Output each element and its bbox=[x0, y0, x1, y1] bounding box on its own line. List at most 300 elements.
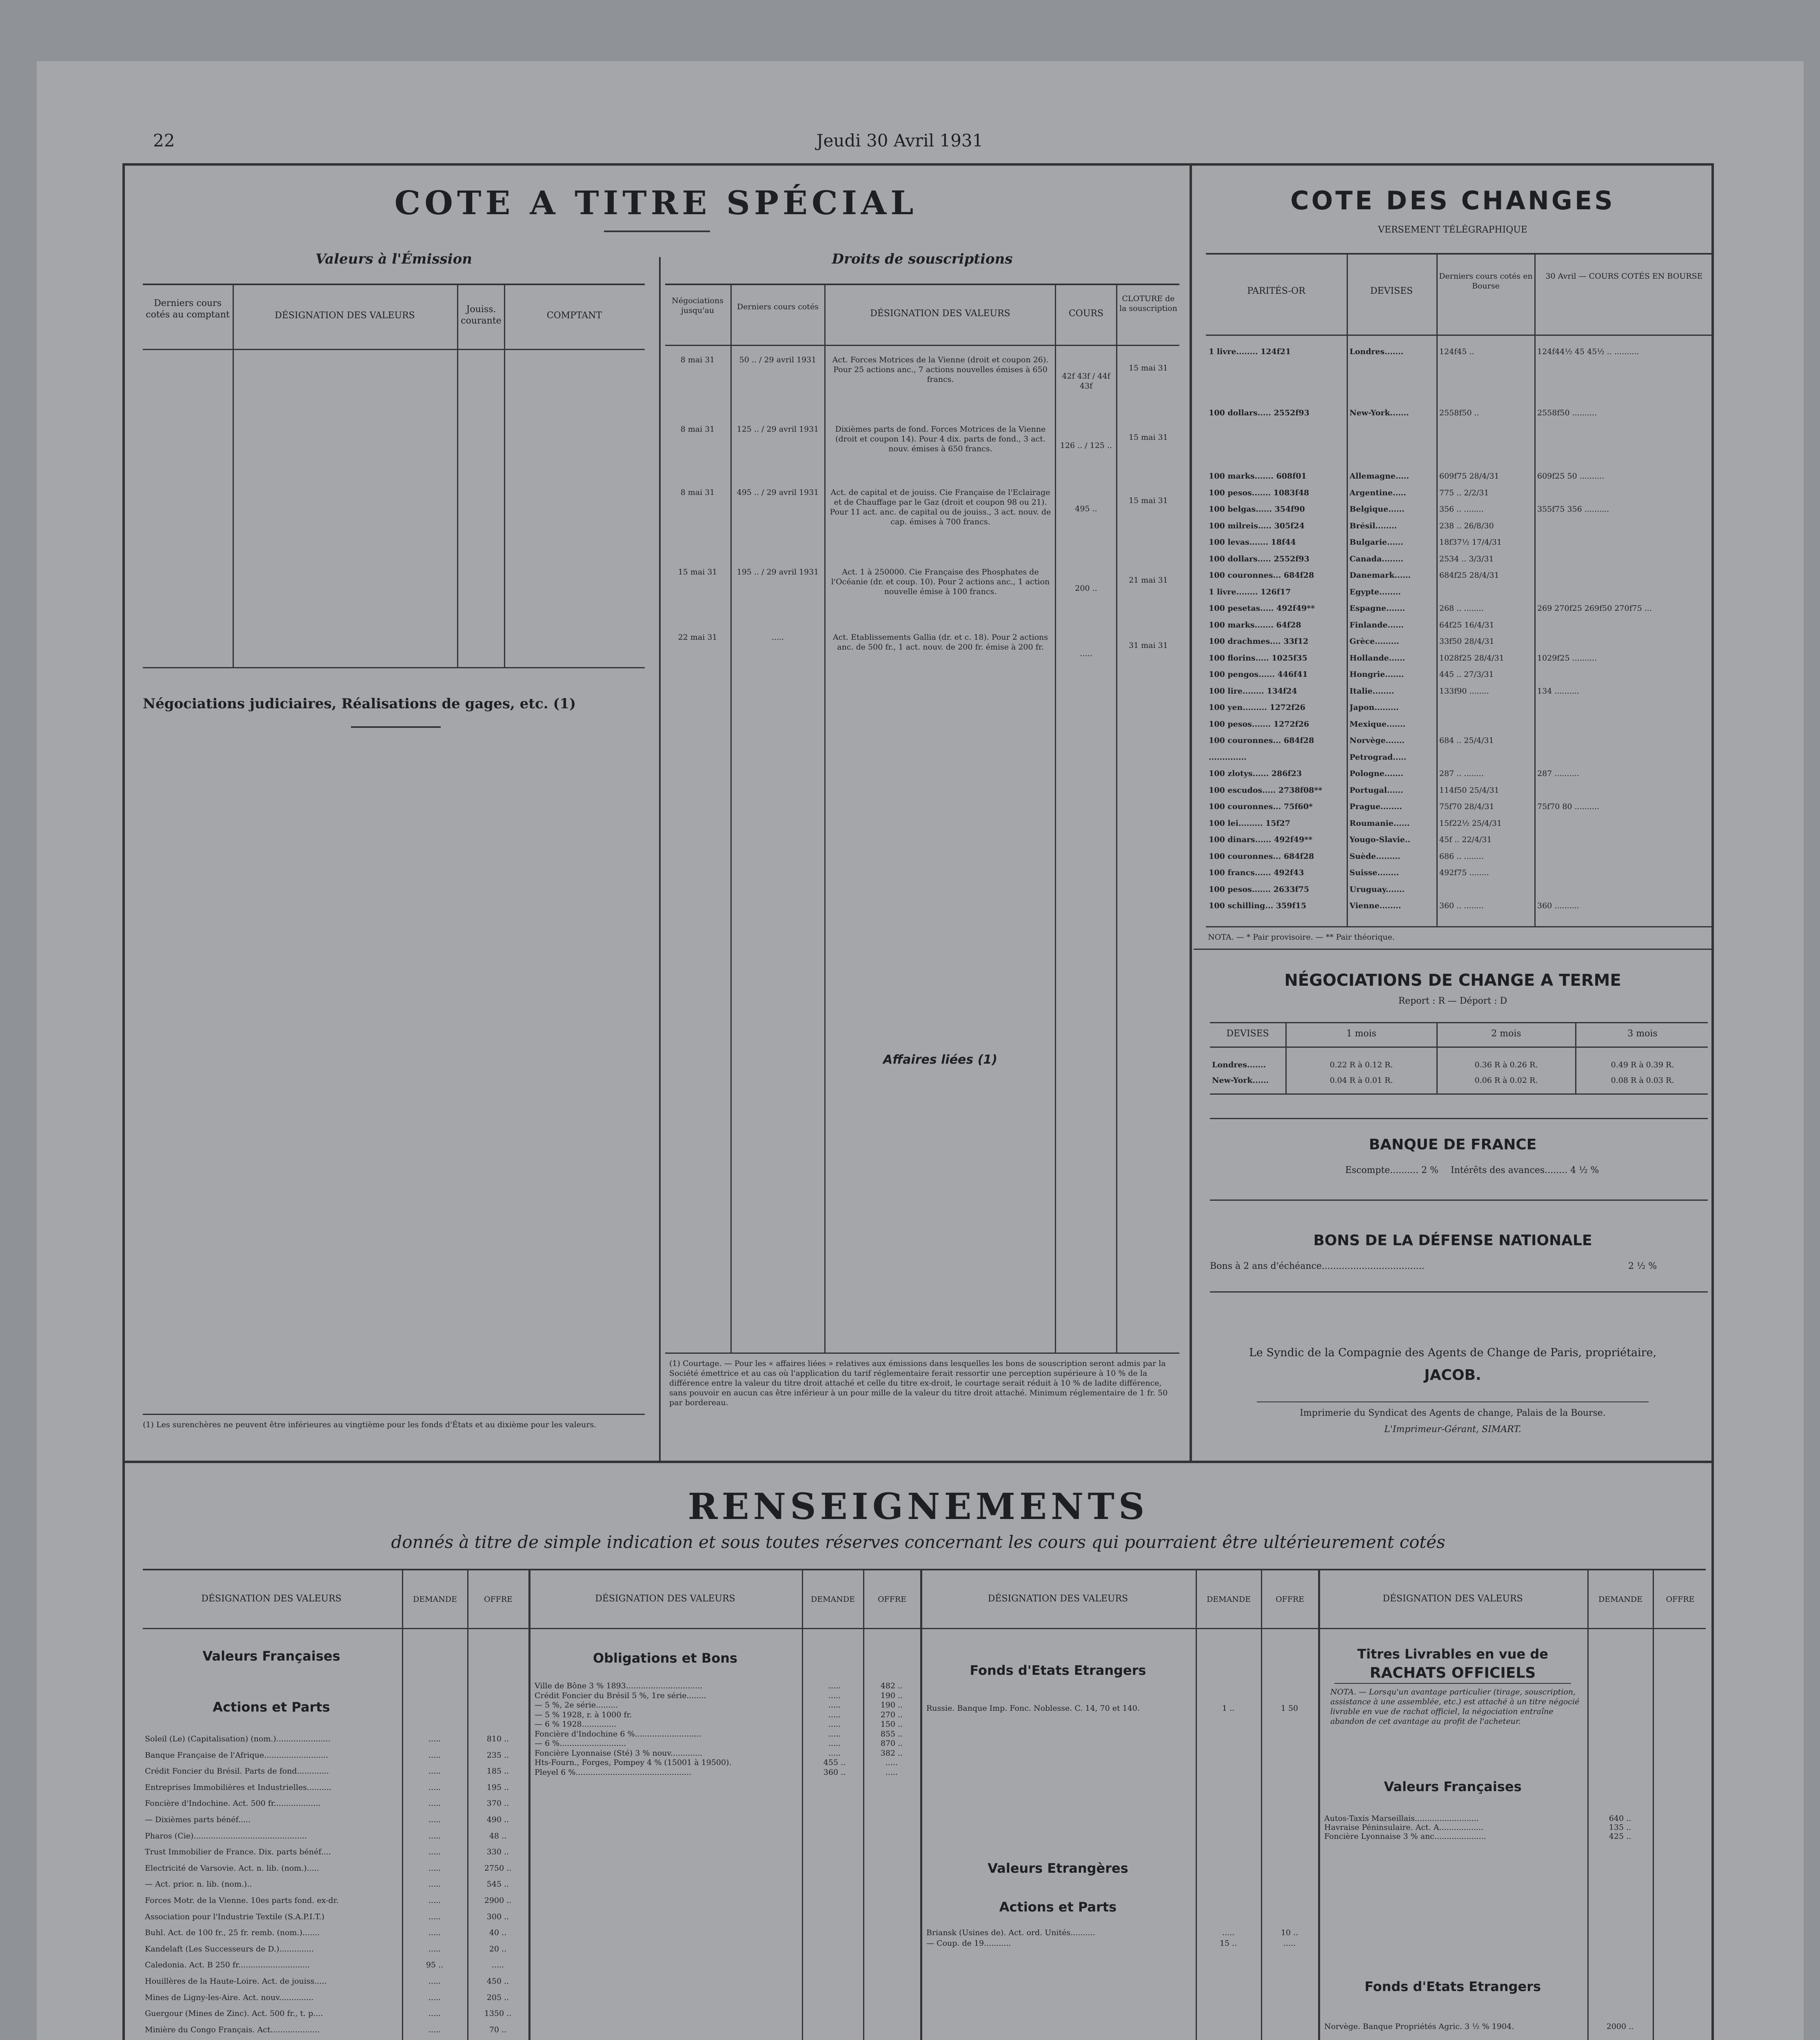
imprint-rule bbox=[1257, 1401, 1649, 1402]
changes-row-cours: 360 .......... bbox=[1537, 901, 1579, 910]
bons-title: BONS DE LA DÉFENSE NATIONALE bbox=[1313, 1232, 1592, 1249]
rens-row-designation: Foncière d'Indochine 6 %........................... bbox=[535, 1729, 701, 1738]
rens-row-demande: ..... bbox=[828, 1691, 841, 1700]
page-header bbox=[114, 131, 1685, 155]
changes-row-parite: 100 dollars..... 2552f93 bbox=[1209, 554, 1310, 563]
droits-row-cours: 495 .. / 29 avril 1931 bbox=[737, 488, 819, 497]
droits-row-jusqu: 8 mai 31 bbox=[680, 425, 715, 434]
rens-row-demande: ..... bbox=[428, 1767, 441, 1776]
rens-row-demande: ..... bbox=[428, 1863, 441, 1873]
col-rule bbox=[1534, 253, 1536, 926]
changes-row-parite: 1 livre........ 126f17 bbox=[1209, 587, 1291, 596]
rens-row-designation: Foncière Lyonnaise 3 % anc..................... bbox=[1324, 1832, 1486, 1841]
droits-row-cours2: 200 .. bbox=[1075, 584, 1097, 593]
terme-row-devise: Londres....... bbox=[1212, 1060, 1266, 1069]
box-rule bbox=[1210, 1200, 1708, 1201]
rens-row-offre: 20 .. bbox=[489, 1944, 507, 1954]
rens-row-designation: Forces Motr. de la Vienne. 10es parts fond. ex-dr. bbox=[145, 1896, 339, 1905]
rens-row-designation: — Dixièmes parts bénéf..... bbox=[145, 1815, 251, 1824]
changes-nota: NOTA. — * Pair provisoire. — ** Pair théorique. bbox=[1208, 933, 1395, 942]
rens-row-demande: ..... bbox=[428, 1993, 441, 2002]
terme-title: NÉGOCIATIONS DE CHANGE A TERME bbox=[1284, 971, 1621, 990]
terme-row-3m: 0.49 R à 0.39 R. bbox=[1611, 1060, 1674, 1069]
rens-row-demande: 360 .. bbox=[823, 1767, 846, 1777]
droits-row-cloture: 15 mai 31 bbox=[1129, 496, 1168, 505]
rens-row-demande: ..... bbox=[428, 1783, 441, 1792]
rens-row-demande: 1 .. bbox=[1222, 1704, 1235, 1713]
terme-row-devise: New-York...... bbox=[1212, 1076, 1269, 1085]
changes-row-parite: 100 zlotys...... 286f23 bbox=[1209, 769, 1302, 778]
rens-row-designation: Electricité de Varsovie. Act. n. lib. (nom.)..... bbox=[145, 1863, 319, 1873]
changes-row-cours: 609f25 50 .......... bbox=[1537, 472, 1605, 481]
droits-title: Droits de souscriptions bbox=[832, 251, 1013, 267]
terme-header-1m: 1 mois bbox=[1346, 1029, 1376, 1039]
changes-row-dernier: 2534 .. 3/3/31 bbox=[1439, 554, 1494, 563]
changes-row-devise: Uruguay....... bbox=[1349, 885, 1405, 894]
col-rule bbox=[1285, 1022, 1287, 1095]
rens-row-offre: 490 .. bbox=[486, 1815, 509, 1824]
changes-row-devise: Pologne....... bbox=[1349, 769, 1403, 778]
page-date: Jeudi 30 Avril 1931 bbox=[816, 131, 983, 151]
rens-row-offre: 150 .. bbox=[880, 1720, 903, 1729]
rens-row-demande: ..... bbox=[428, 1912, 441, 1921]
rens-row-demande: ..... bbox=[428, 1977, 441, 1986]
changes-row-cours: 75f70 80 .......... bbox=[1537, 802, 1600, 811]
rens-row-demande: ..... bbox=[428, 2025, 441, 2034]
rens-row-offre: 190 .. bbox=[880, 1701, 903, 1710]
changes-row-parite: 100 escudos..... 2738f08** bbox=[1209, 785, 1323, 795]
rens-row-designation: — 5 %, 2e série......... bbox=[535, 1701, 618, 1710]
section-rule bbox=[1334, 1683, 1571, 1684]
droits-row-cloture: 15 mai 31 bbox=[1129, 364, 1168, 373]
rens-row-designation: Foncière Lyonnaise (Sté) 3 % nouv............. bbox=[535, 1748, 703, 1758]
changes-row-parite: .............. bbox=[1209, 752, 1247, 762]
col3-section-valeurs: Valeurs Etrangères bbox=[988, 1860, 1128, 1876]
rens-row-offre: 1 50 bbox=[1281, 1704, 1298, 1713]
droits-row-jusqu: 22 mai 31 bbox=[678, 633, 717, 642]
title-rule bbox=[351, 726, 441, 728]
emission-header-comptant: COMPTANT bbox=[546, 310, 602, 321]
droits-header-cloture: CLOTURE de la souscription bbox=[1119, 294, 1177, 313]
rens-row-designation: Hts-Fourn., Forges, Pompey 4 % (15001 à 19500). bbox=[535, 1758, 732, 1767]
changes-row-devise: Italie........ bbox=[1349, 686, 1394, 696]
rens-row-demande: ..... bbox=[428, 1880, 441, 1889]
horizontal-divider bbox=[122, 1461, 1714, 1463]
changes-row-dernier: 133f90 ........ bbox=[1439, 686, 1489, 696]
emission-header-jouis: Jouiss. courante bbox=[461, 304, 502, 326]
rens-row-demande: 2000 .. bbox=[1606, 2022, 1634, 2031]
changes-row-devise: Suisse........ bbox=[1349, 868, 1399, 877]
col-rule bbox=[1436, 1022, 1438, 1095]
droits-header-jusqu: Négociations jusqu'au bbox=[672, 296, 724, 315]
changes-row-parite: 100 pesetas..... 492f49** bbox=[1209, 604, 1315, 613]
table-rule bbox=[143, 284, 645, 285]
changes-row-devise: Norvège....... bbox=[1349, 736, 1405, 745]
droits-row-cours: 195 .. / 29 avril 1931 bbox=[737, 568, 819, 577]
changes-row-devise: Allemagne..... bbox=[1349, 472, 1409, 481]
changes-row-dernier: 609f75 28/4/31 bbox=[1439, 472, 1499, 481]
rens-row-demande: 425 .. bbox=[1609, 1832, 1631, 1841]
rens-row-designation: Association pour l'Industrie Textile (S.A.P.I.T.) bbox=[145, 1912, 324, 1921]
droits-row-cours2: 126 .. / 125 .. bbox=[1060, 441, 1112, 450]
rens-row-designation: Autos-Taxis Marseillais.......................... bbox=[1324, 1814, 1479, 1823]
terme-row-1m: 0.04 R à 0.01 R. bbox=[1329, 1076, 1393, 1085]
terme-header-devise: DEVISES bbox=[1226, 1029, 1269, 1039]
col-rule bbox=[730, 284, 732, 1353]
terme-header-3m: 3 mois bbox=[1627, 1029, 1658, 1039]
changes-row-cours: 2558f50 .......... bbox=[1537, 408, 1597, 417]
rens-row-designation: Crédit Foncier du Brésil. Parts de fond............. bbox=[145, 1767, 329, 1776]
rens-row-offre: 545 .. bbox=[486, 1880, 509, 1889]
rens-row-offre: 370 .. bbox=[486, 1799, 509, 1808]
col1-section-actions: Actions et Parts bbox=[213, 1699, 330, 1715]
terme-row-2m: 0.06 R à 0.02 R. bbox=[1474, 1076, 1538, 1085]
droits-row-jusqu: 8 mai 31 bbox=[680, 355, 715, 364]
changes-row-devise: Belgique...... bbox=[1349, 505, 1405, 514]
rens-header-demande-1: DEMANDE bbox=[413, 1595, 457, 1604]
rens-row-demande: 640 .. bbox=[1609, 1814, 1631, 1823]
rens-row-demande: 95 .. bbox=[426, 1960, 444, 1970]
rens-row-designation: Minière du Congo Français. Act.................... bbox=[145, 2025, 320, 2034]
rens-row-designation: Pleyel 6 %............................................... bbox=[535, 1767, 692, 1777]
col-rule bbox=[1347, 253, 1348, 926]
table-rule bbox=[1210, 1093, 1708, 1095]
rens-header-designation-2: DÉSIGNATION DES VALEURS bbox=[595, 1594, 735, 1604]
changes-row-devise: Brésil........ bbox=[1349, 521, 1397, 530]
changes-row-dernier: 2558f50 .. bbox=[1439, 408, 1479, 417]
rens-row-offre: 482 .. bbox=[880, 1681, 903, 1690]
rens-row-designation: Crédit Foncier du Brésil 5 %, 1re série........ bbox=[535, 1691, 706, 1700]
rens-row-offre: 855 .. bbox=[880, 1729, 903, 1738]
changes-row-parite: 100 pesos....... 2633f75 bbox=[1209, 885, 1310, 894]
rens-row-demande: ..... bbox=[828, 1729, 841, 1738]
rens-row-designation: — Coup. de 19........... bbox=[926, 1939, 1011, 1948]
table-rule bbox=[1210, 1022, 1708, 1023]
table-rule bbox=[1206, 926, 1712, 927]
rens-row-designation: — 5 % 1928, r. à 1000 fr. bbox=[535, 1710, 632, 1719]
rens-row-designation: Ville de Bône 3 % 1893............................... bbox=[535, 1681, 703, 1690]
col4-section-valeurs: Valeurs Françaises bbox=[1384, 1779, 1522, 1794]
section-rule bbox=[1194, 949, 1712, 950]
emission-title: Valeurs à l'Émission bbox=[315, 251, 473, 267]
droits-row-jusqu: 8 mai 31 bbox=[680, 488, 715, 497]
rens-row-designation: Briansk (Usines de). Act. ord. Unités.......... bbox=[926, 1928, 1095, 1937]
droits-row-designation: Act. 1 à 250000. Cie Française des Phosphates de l'Océanie (dr. et coup. 10). Pour 2 actions anc., 1 action nouvelle émise à 100 francs. bbox=[831, 568, 1050, 596]
droits-row-cours2: 495 .. bbox=[1075, 504, 1097, 513]
droits-row-designation: Dixièmes parts de fond. Forces Motrices de la Vienne (droit et coupon 14). Pour 4 dix. parts de fond., 3 act. nouv. émises à 650 francs. bbox=[835, 425, 1046, 453]
changes-row-cours: 355f75 356 .......... bbox=[1537, 505, 1609, 514]
droits-footnote: (1) Courtage. — Pour les « affaires liées » relatives aux émissions dans lesquelles les bons de souscription seront admis par la Société émettrice et au cas où l'application du tarif réglementaire ferait ressortir une perception supérieure à 10 % de la différence entre la valeur du titre droit attaché et celle du titre ex-droit, le courtage serait réduit à 10 % de ladite différence, sans pouvoir en aucun cas être inférieur à un pour mille de la valeur du titre droit attaché. Minimum réglementaire de 1 fr. 50 par bordereau. bbox=[669, 1359, 1168, 1407]
col-rule bbox=[1196, 1569, 1197, 2040]
droits-header-cours2: COURS bbox=[1068, 308, 1104, 319]
changes-row-dernier: 287 .. ........ bbox=[1439, 769, 1484, 778]
droits-header-designation: DÉSIGNATION DES VALEURS bbox=[870, 308, 1010, 319]
rens-row-designation: Foncière d'Indochine. Act. 500 fr................... bbox=[145, 1799, 321, 1808]
rens-row-demande: 15 .. bbox=[1219, 1939, 1237, 1948]
changes-row-parite: 100 belgas...... 354f90 bbox=[1209, 505, 1305, 514]
changes-row-cours: 1029f25 .......... bbox=[1537, 653, 1597, 663]
col-rule bbox=[920, 1569, 922, 2040]
footnote-rule bbox=[143, 1414, 645, 1415]
rens-row-demande: ..... bbox=[828, 1748, 841, 1758]
col3-section-fonds: Fonds d'Etats Etrangers bbox=[970, 1663, 1146, 1678]
changes-row-dernier: 18f37½ 17/4/31 bbox=[1439, 538, 1502, 547]
page-number: 22 bbox=[153, 131, 175, 151]
changes-row-parite: 100 pesos....... 1272f26 bbox=[1209, 719, 1310, 729]
banque-title: BANQUE DE FRANCE bbox=[1369, 1136, 1537, 1153]
changes-row-cours: 287 .......... bbox=[1537, 769, 1579, 778]
droits-row-cours: 125 .. / 29 avril 1931 bbox=[737, 425, 819, 434]
changes-row-parite: 100 yen......... 1272f26 bbox=[1209, 703, 1305, 712]
rens-header-designation-4: DÉSIGNATION DES VALEURS bbox=[1383, 1594, 1523, 1604]
droits-row-cloture: 31 mai 31 bbox=[1129, 641, 1168, 650]
rens-row-designation: Trust Immobilier de France. Dix. parts bénéf.... bbox=[145, 1847, 331, 1857]
table-rule bbox=[143, 667, 645, 668]
rens-row-offre: ..... bbox=[491, 1960, 504, 1970]
col-rule bbox=[504, 284, 505, 667]
changes-row-devise: Mexique....... bbox=[1349, 719, 1406, 729]
changes-row-devise: Roumanie...... bbox=[1349, 818, 1410, 828]
changes-row-parite: 100 couronnes... 75f60* bbox=[1209, 802, 1313, 811]
droits-row-cloture: 15 mai 31 bbox=[1129, 433, 1168, 442]
changes-row-devise: Petrograd..... bbox=[1349, 752, 1407, 762]
jacob-signature: JACOB. bbox=[1424, 1367, 1481, 1384]
rens-header-demande-4: DEMANDE bbox=[1598, 1595, 1642, 1604]
changes-row-parite: 100 pengos...... 446f41 bbox=[1209, 670, 1308, 679]
rens-row-designation: Buhl. Act. de 100 fr., 25 fr. remb. (nom.)....... bbox=[145, 1928, 320, 1938]
changes-row-devise: Japon......... bbox=[1349, 703, 1399, 712]
changes-row-devise: Bulgarie...... bbox=[1349, 538, 1403, 547]
renseignements-title: RENSEIGNEMENTS bbox=[688, 1485, 1149, 1528]
changes-row-parite: 100 marks....... 64f28 bbox=[1209, 620, 1301, 630]
changes-row-parite: 100 couronnes... 684f28 bbox=[1209, 736, 1314, 745]
col4-nota: NOTA. — Lorsqu'un avantage particulier (tirage, souscription, assistance à une assemblée, etc.) est attaché à un titre négocié livrable en vue de rachat officiel, la négociation entraîne abandon de cet avantage au profit de l'acheteur. bbox=[1330, 1687, 1580, 1726]
changes-row-dernier: 356 .. ........ bbox=[1439, 505, 1484, 514]
changes-row-dernier: 15f22½ 25/4/31 bbox=[1439, 818, 1502, 828]
droits-row-jusqu: 15 mai 31 bbox=[678, 568, 717, 577]
col4-rachats-officiels: RACHATS OFFICIELS bbox=[1369, 1665, 1536, 1681]
rens-row-offre: 48 .. bbox=[489, 1831, 507, 1840]
droits-row-designation: Act. de capital et de jouiss. Cie Française de l'Eclairage et de Chauffage par le Gaz (droit et coupon 98 ou 21). Pour 11 act. anc. de capital ou de jouiss., 3 act. nouv. de cap. émises à 700 francs. bbox=[830, 488, 1051, 526]
box-rule bbox=[1210, 1291, 1708, 1293]
negociations-title: Négociations judiciaires, Réalisations de gages, etc. (1) bbox=[143, 696, 576, 712]
bons-value: 2 ½ % bbox=[1628, 1261, 1657, 1271]
changes-row-parite: 100 milreis..... 305f24 bbox=[1209, 521, 1305, 530]
banque-escompte: Escompte.......... 2 % bbox=[1345, 1165, 1438, 1175]
changes-row-dernier: 238 .. 26/8/30 bbox=[1439, 521, 1494, 530]
syndic-line: Le Syndic de la Compagnie des Agents de Change de Paris, propriétaire, bbox=[1249, 1346, 1657, 1359]
rens-row-demande: ..... bbox=[828, 1739, 841, 1748]
terme-row-3m: 0.08 R à 0.03 R. bbox=[1611, 1076, 1674, 1085]
changes-row-devise: Grèce......... bbox=[1349, 637, 1399, 646]
rens-row-designation: Mines de Ligny-les-Aire. Act. nouv.............. bbox=[145, 1993, 314, 2002]
title-rule bbox=[604, 231, 710, 232]
changes-row-parite: 100 lei......... 15f27 bbox=[1209, 818, 1291, 828]
col3-section-actions: Actions et Parts bbox=[999, 1899, 1117, 1915]
changes-row-parite: 100 dollars..... 2552f93 bbox=[1209, 408, 1310, 417]
rens-row-offre: 195 .. bbox=[486, 1783, 509, 1792]
changes-row-parite: 100 marks....... 608f01 bbox=[1209, 472, 1307, 481]
changes-row-dernier: 114f50 25/4/31 bbox=[1439, 785, 1499, 795]
changes-row-parite: 100 dinars...... 492f49** bbox=[1209, 835, 1313, 844]
rens-header-offre-4: OFFRE bbox=[1666, 1595, 1695, 1604]
rens-row-offre: 300 .. bbox=[486, 1912, 509, 1921]
rens-row-offre: 40 .. bbox=[489, 1928, 507, 1938]
rens-row-demande: ..... bbox=[428, 1734, 441, 1743]
rens-row-designation: Entreprises Immobilières et Industrielles.......... bbox=[145, 1783, 332, 1792]
changes-row-devise: Yougo-Slavie.. bbox=[1349, 835, 1411, 844]
changes-row-devise: Portugal...... bbox=[1349, 785, 1403, 795]
changes-row-devise: Prague........ bbox=[1349, 802, 1402, 811]
box-rule bbox=[1210, 1118, 1708, 1119]
section-divider bbox=[659, 257, 661, 1461]
rens-header-demande-3: DEMANDE bbox=[1206, 1595, 1251, 1604]
renseignements-subtitle: donnés à titre de simple indication et sous toutes réserves concernant les cours qui pourraient être ultérieurement cotés bbox=[391, 1532, 1445, 1552]
table-rule bbox=[1206, 253, 1712, 255]
rens-row-demande: ..... bbox=[428, 1799, 441, 1808]
rens-row-offre: 70 .. bbox=[489, 2025, 507, 2034]
changes-row-devise: Espagne....... bbox=[1349, 604, 1405, 613]
rens-row-demande: ..... bbox=[828, 1710, 841, 1719]
col-rule bbox=[233, 284, 234, 667]
changes-row-parite: 100 levas....... 18f44 bbox=[1209, 538, 1296, 547]
changes-header-parite: PARITÉS-OR bbox=[1247, 286, 1305, 296]
rens-header-offre-2: OFFRE bbox=[877, 1595, 907, 1604]
changes-row-dernier: 360 .. ........ bbox=[1439, 901, 1484, 910]
rens-row-offre: 2900 .. bbox=[484, 1896, 512, 1905]
col-rule bbox=[1318, 1569, 1320, 2040]
changes-row-dernier: 75f70 28/4/31 bbox=[1439, 802, 1494, 811]
changes-row-dernier: 45f .. 22/4/31 bbox=[1439, 835, 1492, 844]
changes-row-parite: 100 florins..... 1025f35 bbox=[1209, 653, 1307, 663]
emission-footnote: (1) Les surenchères ne peuvent être inférieures au vingtième pour les fonds d'États et au dixième pour les valeurs. bbox=[143, 1420, 597, 1429]
rens-row-offre: 2750 .. bbox=[484, 1863, 512, 1873]
col-rule bbox=[467, 1569, 468, 2040]
rens-row-designation: — Act. prior. n. lib. (nom.).. bbox=[145, 1880, 252, 1889]
changes-row-cours: 134 .......... bbox=[1537, 686, 1579, 696]
col1-section-valeurs: Valeurs Françaises bbox=[202, 1648, 340, 1664]
rens-row-offre: 870 .. bbox=[880, 1739, 903, 1748]
changes-row-dernier: 1028f25 28/4/31 bbox=[1439, 653, 1504, 663]
rens-row-demande: 135 .. bbox=[1609, 1823, 1631, 1832]
rens-row-demande: ..... bbox=[428, 1815, 441, 1824]
droits-row-cours2: ..... bbox=[1080, 649, 1092, 658]
table-rule bbox=[143, 1628, 1706, 1629]
droits-row-cloture: 21 mai 31 bbox=[1129, 576, 1168, 585]
col-rule bbox=[1261, 1569, 1262, 2040]
rens-row-offre: 1350 .. bbox=[484, 2009, 512, 2018]
rens-row-designation: Havraise Péninsulaire. Act. A.................. bbox=[1324, 1823, 1484, 1832]
rens-row-demande: ..... bbox=[428, 1896, 441, 1905]
rens-row-offre: ..... bbox=[1283, 1939, 1296, 1948]
changes-row-parite: 100 lire........ 134f24 bbox=[1209, 686, 1297, 696]
rens-row-designation: Pharos (Cie).............................................. bbox=[145, 1831, 307, 1840]
rens-header-designation-3: DÉSIGNATION DES VALEURS bbox=[988, 1594, 1128, 1604]
col-rule bbox=[824, 284, 826, 1353]
changes-title: COTE DES CHANGES bbox=[1290, 186, 1615, 215]
table-rule bbox=[665, 1353, 1179, 1354]
rens-row-offre: ..... bbox=[885, 1767, 898, 1777]
changes-row-cours: 124f44½ 45 45½ .. .......... bbox=[1537, 347, 1639, 356]
rens-row-designation: — 6 %........................... bbox=[535, 1739, 626, 1748]
changes-row-dernier: 124f45 .. bbox=[1439, 347, 1474, 356]
changes-header-devise: DEVISES bbox=[1370, 286, 1413, 296]
col-rule bbox=[1436, 253, 1438, 926]
changes-row-parite: 100 drachmes.... 33f12 bbox=[1209, 637, 1309, 646]
table-rule bbox=[1206, 335, 1712, 336]
changes-row-devise: Suède......... bbox=[1349, 851, 1401, 861]
table-rule bbox=[665, 345, 1179, 346]
rens-row-designation: Soleil (Le) (Capitalisation) (nom.)...................... bbox=[145, 1734, 331, 1743]
rens-row-offre: 810 .. bbox=[486, 1734, 509, 1743]
table-rule bbox=[143, 1569, 1706, 1570]
rens-row-demande: ..... bbox=[828, 1681, 841, 1690]
droits-header-cours: Derniers cours cotés bbox=[737, 302, 819, 311]
col-rule bbox=[1055, 284, 1056, 1353]
col-rule bbox=[863, 1569, 864, 2040]
droits-row-designation: Act. Etablissements Gallia (dr. et c. 18). Pour 2 actions anc. de 500 fr., 1 act. nouv. de 200 fr. émise à 200 fr. bbox=[833, 633, 1048, 652]
changes-row-cours: 269 270f25 269f50 270f75 ... bbox=[1537, 604, 1652, 613]
rens-row-designation: Russie. Banque Imp. Fonc. Noblesse. C. 14, 70 et 140. bbox=[926, 1704, 1140, 1713]
rens-header-designation-1: DÉSIGNATION DES VALEURS bbox=[201, 1594, 342, 1604]
changes-row-devise: Danemark...... bbox=[1349, 571, 1411, 580]
rens-row-demande: ..... bbox=[428, 1831, 441, 1840]
rens-row-demande: ..... bbox=[828, 1720, 841, 1729]
changes-header-dernier: Derniers cours cotés en Bourse bbox=[1439, 272, 1533, 290]
rens-row-designation: Norvège. Banque Propriétés Agric. 3 ½ % 1904. bbox=[1324, 2022, 1514, 2031]
terme-subtitle: Report : R — Déport : D bbox=[1398, 996, 1507, 1006]
rens-row-offre: 205 .. bbox=[486, 1993, 509, 2002]
changes-row-devise: Finlande...... bbox=[1349, 620, 1404, 630]
changes-row-devise: Vienne........ bbox=[1349, 901, 1401, 910]
col-rule bbox=[1587, 1569, 1589, 2040]
cote-titre-title: COTE A TITRE SPÉCIAL bbox=[394, 184, 918, 222]
terme-row-1m: 0.22 R à 0.12 R. bbox=[1329, 1060, 1393, 1069]
rens-row-designation: Houillères de la Haute-Loire. Act. de jouiss..... bbox=[145, 1977, 327, 1986]
rens-row-offre: ..... bbox=[885, 1758, 898, 1767]
changes-row-devise: Egypte........ bbox=[1349, 587, 1401, 596]
changes-row-dernier: 33f50 28/4/31 bbox=[1439, 637, 1494, 646]
droits-row-cours: ..... bbox=[771, 633, 784, 642]
changes-row-dernier: 492f75 ........ bbox=[1439, 868, 1489, 877]
rens-row-demande: ..... bbox=[828, 1701, 841, 1710]
emission-header-cours: Derniers cours cotés au comptant bbox=[146, 298, 230, 320]
changes-row-parite: 100 schilling... 359f15 bbox=[1209, 901, 1307, 910]
table-rule bbox=[143, 349, 645, 350]
col-rule bbox=[1116, 284, 1117, 1353]
terme-header-2m: 2 mois bbox=[1491, 1029, 1521, 1039]
rens-header-offre-1: OFFRE bbox=[484, 1595, 513, 1604]
col2-section-obligations: Obligations et Bons bbox=[593, 1650, 738, 1666]
emission-header-designation: DÉSIGNATION DES VALEURS bbox=[275, 310, 415, 321]
col-rule bbox=[802, 1569, 803, 2040]
imprimerie-line: Imprimerie du Syndicat des Agents de change, Palais de la Bourse. bbox=[1300, 1408, 1606, 1418]
changes-header-cours: 30 Avril — COURS COTÉS EN BOURSE bbox=[1545, 272, 1703, 281]
changes-row-dernier: 268 .. ........ bbox=[1439, 604, 1484, 613]
rens-row-designation: Kandelaft (Les Successeurs de D.).............. bbox=[145, 1944, 314, 1954]
changes-row-devise: New-York....... bbox=[1349, 408, 1409, 417]
rens-row-designation: — 6 % 1928.............. bbox=[535, 1720, 617, 1729]
changes-row-parite: 100 couronnes... 684f28 bbox=[1209, 851, 1314, 861]
changes-row-parite: 100 pesos....... 1083f48 bbox=[1209, 488, 1310, 497]
col4-section-fonds: Fonds d'Etats Etrangers bbox=[1364, 1979, 1541, 1994]
rens-row-demande: ..... bbox=[428, 1750, 441, 1760]
vertical-divider bbox=[1190, 163, 1192, 1461]
changes-row-devise: Hongrie....... bbox=[1349, 670, 1404, 679]
rens-row-offre: 382 .. bbox=[880, 1748, 903, 1758]
changes-subtitle: VERSEMENT TÉLÉGRAPHIQUE bbox=[1378, 225, 1527, 235]
affaires-liees: Affaires liées (1) bbox=[883, 1053, 998, 1067]
